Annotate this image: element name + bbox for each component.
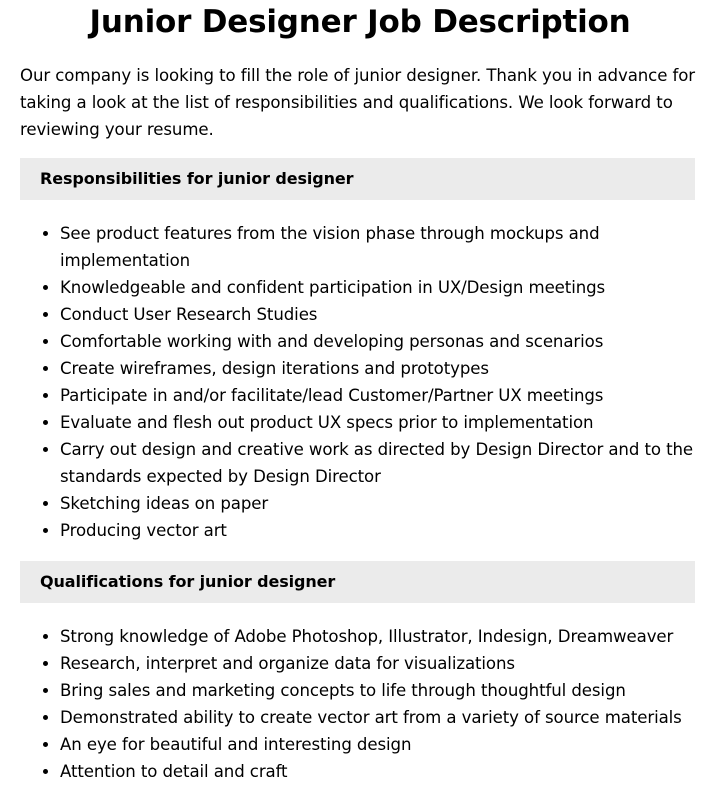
list-item: • Participate in and/or facilitate/lead Customer/Partner UX meetings (60, 382, 695, 409)
list-item: • See product features from the vision phase through mockups and implementation (60, 220, 695, 274)
list-item: • Attention to detail and craft (60, 758, 695, 785)
qualifications-header: Qualifications for junior designer (20, 561, 695, 603)
list-item: • Strong knowledge of Adobe Photoshop, Illustrator, Indesign, Dreamweaver (60, 623, 695, 650)
list-item: • An eye for beautiful and interesting design (60, 731, 695, 758)
qualifications-list (0, 623, 720, 785)
list-item: • Comfortable working with and developing personas and scenarios (60, 328, 695, 355)
list-item: • Conduct User Research Studies (60, 301, 695, 328)
list-item: • Carry out design and creative work as directed by Design Director and to the standards expected by Design Director (60, 436, 695, 490)
list-item: • Create wireframes, design iterations and prototypes (60, 355, 695, 382)
list-item: • Demonstrated ability to create vector art from a variety of source materials (60, 704, 695, 731)
list-item: • Sketching ideas on paper (60, 490, 695, 517)
list-item: • Knowledgeable and confident participation in UX/Design meetings (60, 274, 695, 301)
responsibilities-header: Responsibilities for junior designer (20, 158, 695, 200)
list-item: • Research, interpret and organize data for visualizations (60, 650, 695, 677)
list-item: • Evaluate and flesh out product UX specs prior to implementation (60, 409, 695, 436)
responsibilities-list (0, 220, 720, 544)
intro-paragraph: Our company is looking to fill the role of junior designer. Thank you in advance for taking a look at the list of responsibilities and qualifications. We look forward to reviewing your resume. (20, 66, 696, 139)
list-item: • Producing vector art (60, 517, 695, 544)
page-title: Junior Designer Job Description (89, 4, 631, 40)
list-item: • Bring sales and marketing concepts to life through thoughtful design (60, 677, 695, 704)
